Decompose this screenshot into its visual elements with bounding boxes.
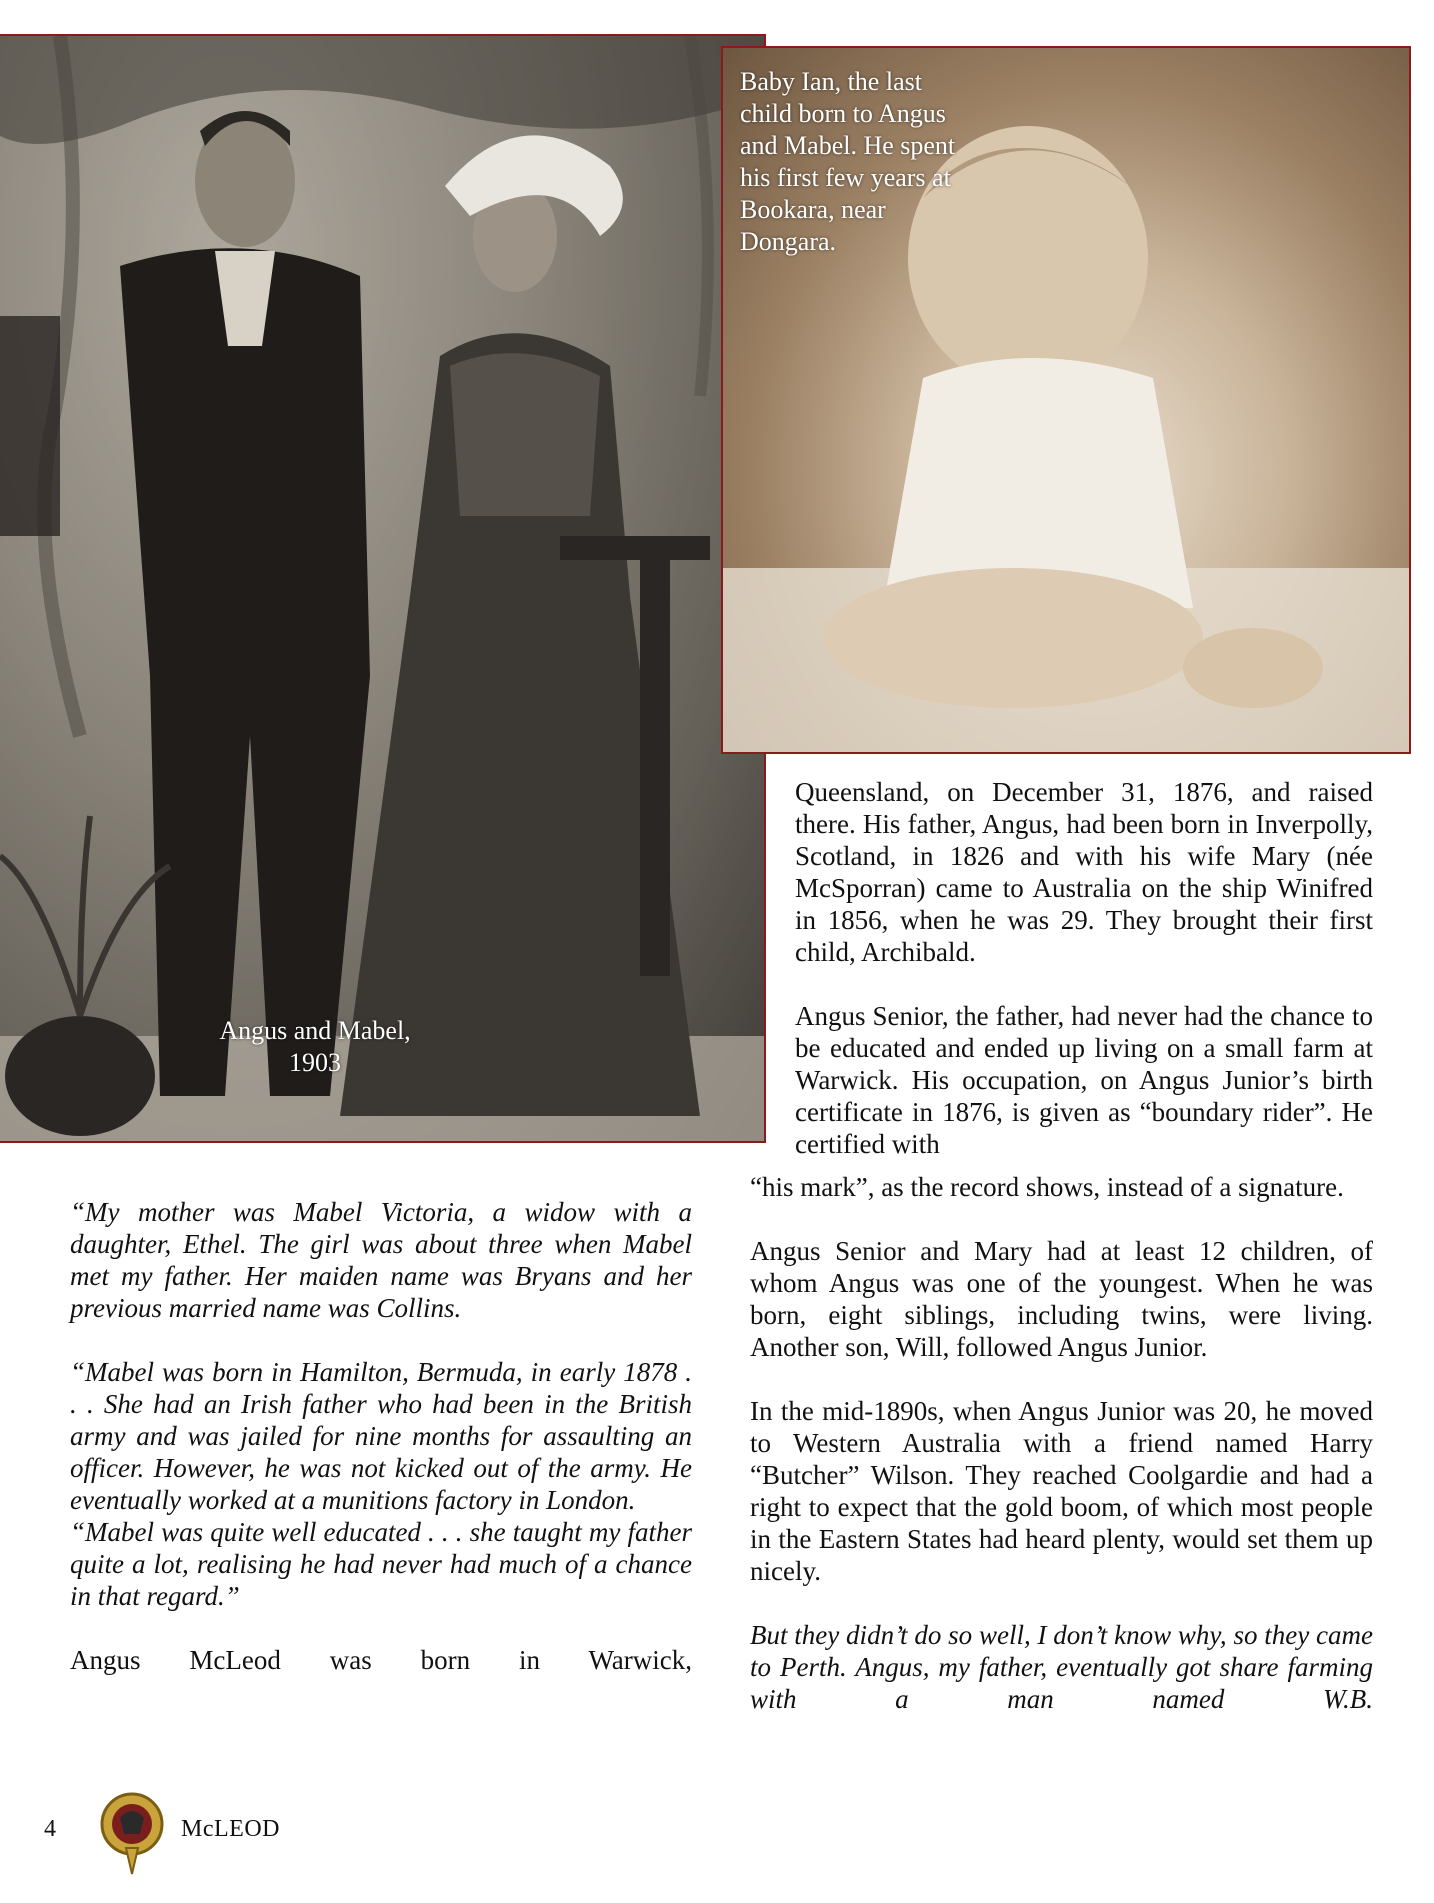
right-column-top — [795, 776, 1373, 1160]
paragraph-mid-1890s: In the mid-1890s, when Angus Junior was 20, he moved to Western Australia with a friend named Harry “Butcher” Wilson. They reached Coolgardie and had a right to expect that the gold boom, of which most people in the Eastern States had heard plenty, would set them up nicely. — [750, 1396, 1373, 1586]
paragraph-perth: But they didn’t do so well, I don’t know why, so they came to Perth. Angus, my father, eventually got share farming with a man named W.B. — [750, 1620, 1373, 1714]
couple-caption-line1: Angus and Mabel, — [219, 1016, 411, 1045]
quote-hamilton-bermuda: “Mabel was born in Hamilton, Bermuda, in early 1878 . . . She had an Irish father who had been in the British army and was jailed for nine months for assaulting an officer. However, he was not kicked out of the army. He eventually worked at a munitions factory in London. — [70, 1357, 692, 1515]
footer-clan-name: McLEOD — [181, 1816, 280, 1842]
right-column-lower — [750, 1171, 1373, 1715]
couple-caption — [190, 1015, 440, 1079]
couple-caption-line2: 1903 — [289, 1048, 341, 1077]
paragraph-angus-senior: Angus Senior, the father, had never had the chance to be educated and ended up living on a small farm at Warwick. His occupation, on Angus Junior’s birth certificate in 1876, is given as “boundary rider”. He certified with — [795, 1001, 1373, 1159]
quote-mabel-victoria: “My mother was Mabel Victoria, a widow with a daughter, Ethel. The girl was about three when Mabel met my father. Her maiden name was Bryans and her previous married name was Collins. — [70, 1197, 692, 1323]
paragraph-queensland: Queensland, on December 31, 1876, and raised there. His father, Angus, had been born in Inverpolly, Scotland, in 1826 and with his wife Mary (née McSporran) came to Australia on the ship Winifred in 1856, when he was 29. They brought their first child, Archibald. — [795, 777, 1373, 967]
quote-well-educated: “Mabel was quite well educated . . . she taught my father quite a lot, realising he had never had much of a chance in that regard.” — [70, 1517, 692, 1611]
baby-caption: Baby Ian, the last child born to Angus and Mabel. He spent his first few years at Bookara, near Dongara. — [740, 67, 956, 256]
photo-angus-and-mabel — [0, 34, 766, 1143]
left-column — [70, 1196, 692, 1676]
couple-photo-illustration — [0, 36, 766, 1143]
paragraph-twelve-children: Angus Senior and Mary had at least 12 children, of whom Angus was one of the youngest. When he was born, eight siblings, including twins, were living. Another son, Will, followed Angus Junior. — [750, 1236, 1373, 1362]
page-number: 4 — [44, 1816, 56, 1842]
paragraph-born-warwick: Angus McLeod was born in Warwick, — [70, 1645, 692, 1675]
clan-crest-icon — [96, 1788, 168, 1878]
paragraph-his-mark: “his mark”, as the record shows, instead of a signature. — [750, 1172, 1344, 1202]
